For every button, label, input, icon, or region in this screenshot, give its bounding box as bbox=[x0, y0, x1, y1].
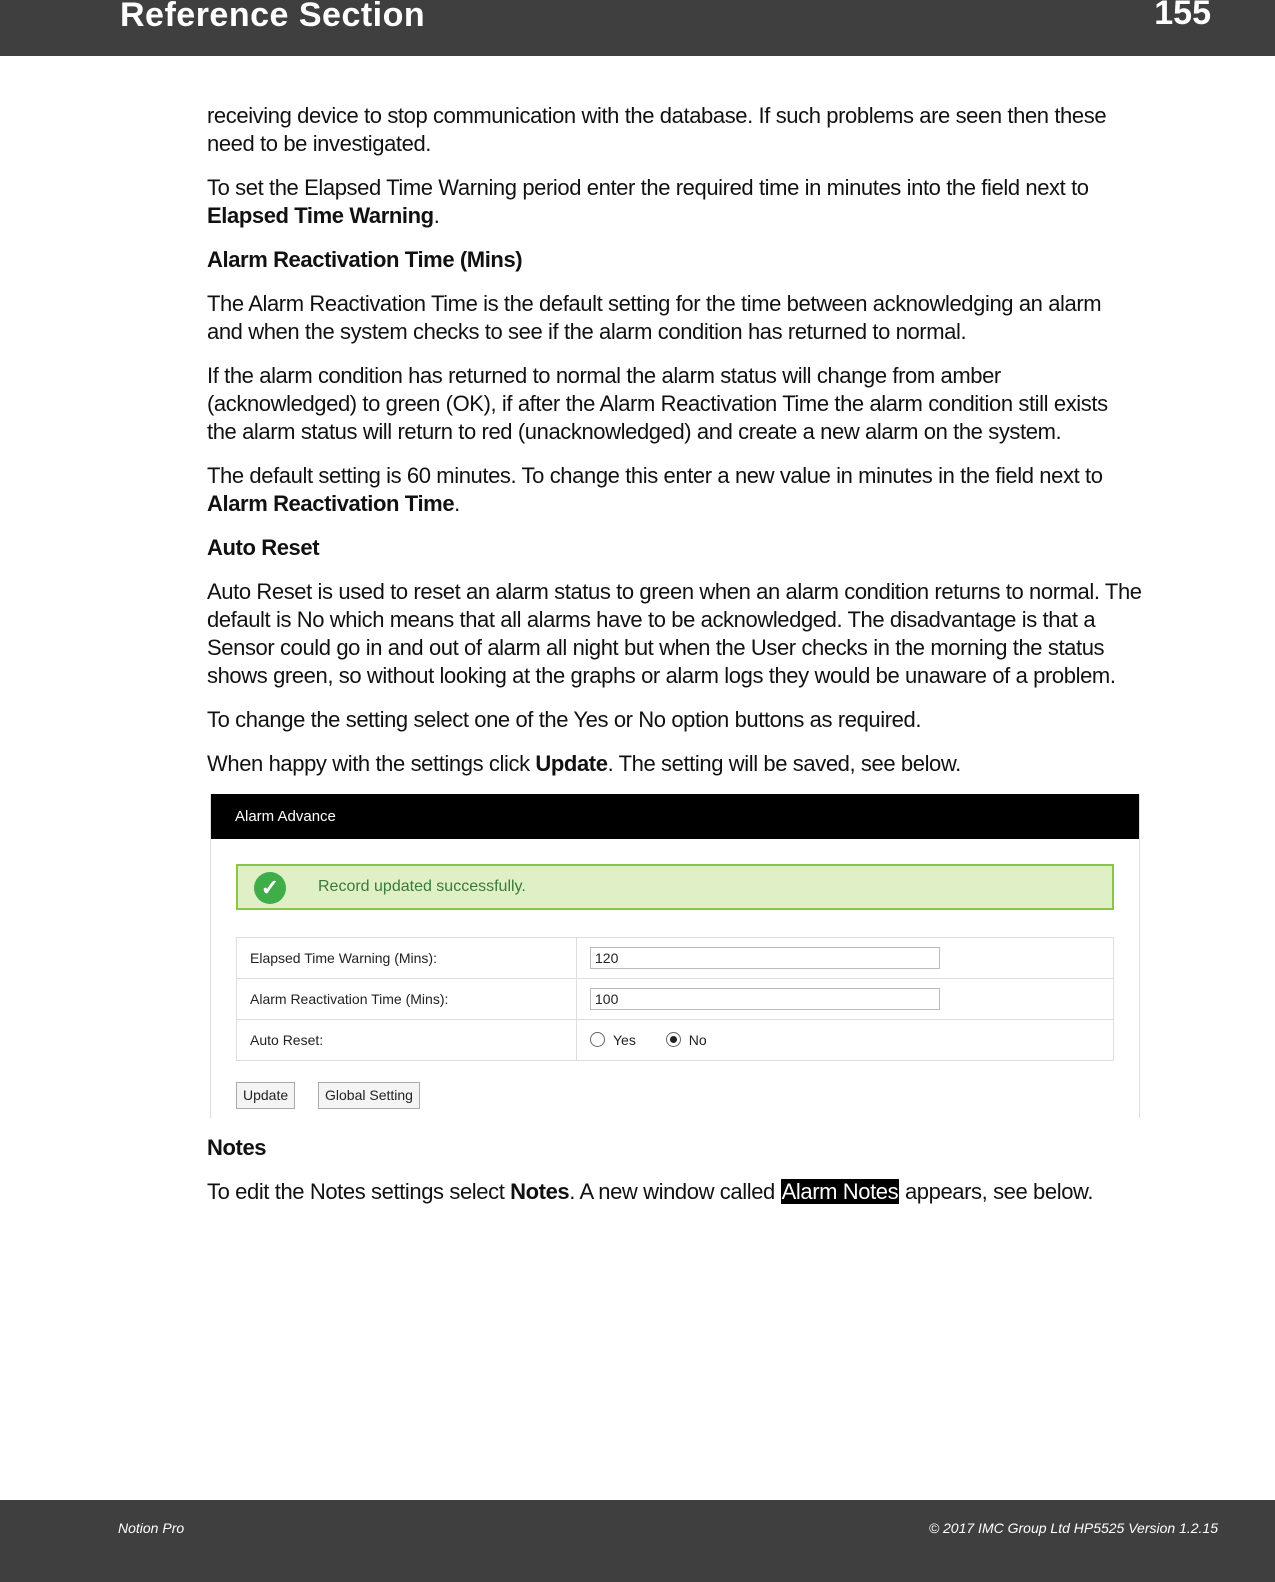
text: . The setting will be saved, see below. bbox=[607, 751, 961, 776]
paragraph bbox=[207, 462, 1142, 518]
bold-term: Notes bbox=[510, 1179, 570, 1204]
paragraph: Auto Reset is used to reset an alarm status to green when an alarm condition returns to normal. The default is No which means that all alarms have to be acknowledged. The disadvantage is that a Sensor could go in and out of alarm all night but when the User checks in the morning the status shows green, so without looking at the graphs or alarm logs they would be unaware of a problem. bbox=[207, 579, 1142, 688]
alarm-reactivation-time-input[interactable]: 100 bbox=[590, 988, 940, 1010]
heading-auto-reset: Auto Reset bbox=[207, 535, 320, 560]
global-setting-button[interactable]: Global Setting bbox=[318, 1082, 420, 1109]
paragraph bbox=[207, 174, 1142, 230]
text: . A new window called bbox=[569, 1179, 781, 1204]
radio-no[interactable] bbox=[666, 1032, 681, 1047]
success-banner bbox=[236, 864, 1114, 910]
paragraph bbox=[207, 750, 1142, 778]
text: . bbox=[433, 203, 440, 228]
alarm-advance-screenshot bbox=[210, 794, 1140, 1118]
highlighted-term: Alarm Notes bbox=[781, 1179, 899, 1204]
paragraph: receiving device to stop communication with the database. If such problems are seen then these need to be investigated. bbox=[207, 103, 1107, 156]
text: To set the Elapsed Time Warning period enter the required time in minutes into the field next to bbox=[207, 175, 1089, 200]
auto-reset-yes-option[interactable] bbox=[590, 1026, 636, 1054]
text: When happy with the settings click bbox=[207, 751, 536, 776]
bold-term: Elapsed Time Warning bbox=[207, 203, 434, 228]
success-message: Record updated successfully. bbox=[318, 878, 526, 895]
page-number: 155 bbox=[1154, 0, 1211, 32]
page-header bbox=[0, 0, 1275, 56]
product-name: Notion Pro bbox=[118, 1520, 185, 1536]
copyright: © 2017 IMC Group Ltd HP5525 Version 1.2.15 bbox=[928, 1520, 1218, 1536]
paragraph: To change the setting select one of the Yes or No option buttons as required. bbox=[207, 707, 922, 732]
radio-yes[interactable] bbox=[590, 1032, 605, 1047]
table-row bbox=[237, 1020, 1114, 1061]
text: The default setting is 60 minutes. To change this enter a new value in minutes in the field next to bbox=[207, 463, 1103, 488]
bold-term: Alarm Reactivation Time bbox=[207, 491, 455, 516]
paragraph: The Alarm Reactivation Time is the default setting for the time between acknowledging an alarm and when the system checks to see if the alarm condition has returned to normal. bbox=[207, 291, 1102, 344]
table-row bbox=[237, 979, 1114, 1020]
text: appears, see below. bbox=[899, 1179, 1094, 1204]
heading-alarm-reactivation: Alarm Reactivation Time (Mins) bbox=[207, 247, 523, 272]
check-circle-icon: ✓ bbox=[254, 872, 286, 904]
page-footer bbox=[0, 1500, 1275, 1582]
text: . bbox=[454, 491, 460, 516]
auto-reset-no-option[interactable] bbox=[666, 1026, 707, 1054]
update-button[interactable]: Update bbox=[236, 1082, 295, 1109]
table-row bbox=[237, 938, 1114, 979]
text: To edit the Notes settings select bbox=[207, 1179, 511, 1204]
heading-notes: Notes bbox=[207, 1135, 267, 1160]
elapsed-time-warning-input[interactable]: 120 bbox=[590, 947, 940, 969]
field-label: Auto Reset: bbox=[237, 1020, 577, 1061]
section-title: Reference Section bbox=[120, 0, 426, 34]
field-label: Elapsed Time Warning (Mins): bbox=[237, 938, 577, 979]
paragraph bbox=[207, 1178, 1142, 1206]
radio-label: Yes bbox=[613, 1032, 636, 1048]
settings-table bbox=[236, 937, 1114, 1061]
radio-label: No bbox=[688, 1032, 707, 1048]
paragraph: If the alarm condition has returned to normal the alarm status will change from amber (acknowledged) to green (OK), if after the Alarm Reactivation Time the alarm condition still exists the alarm status will return to red (unacknowledged) and create a new alarm on the system. bbox=[207, 363, 1108, 444]
window-title: Alarm Advance bbox=[211, 794, 1139, 839]
field-label: Alarm Reactivation Time (Mins): bbox=[237, 979, 577, 1020]
document-body bbox=[207, 102, 1142, 1222]
bold-term: Update bbox=[535, 751, 608, 776]
